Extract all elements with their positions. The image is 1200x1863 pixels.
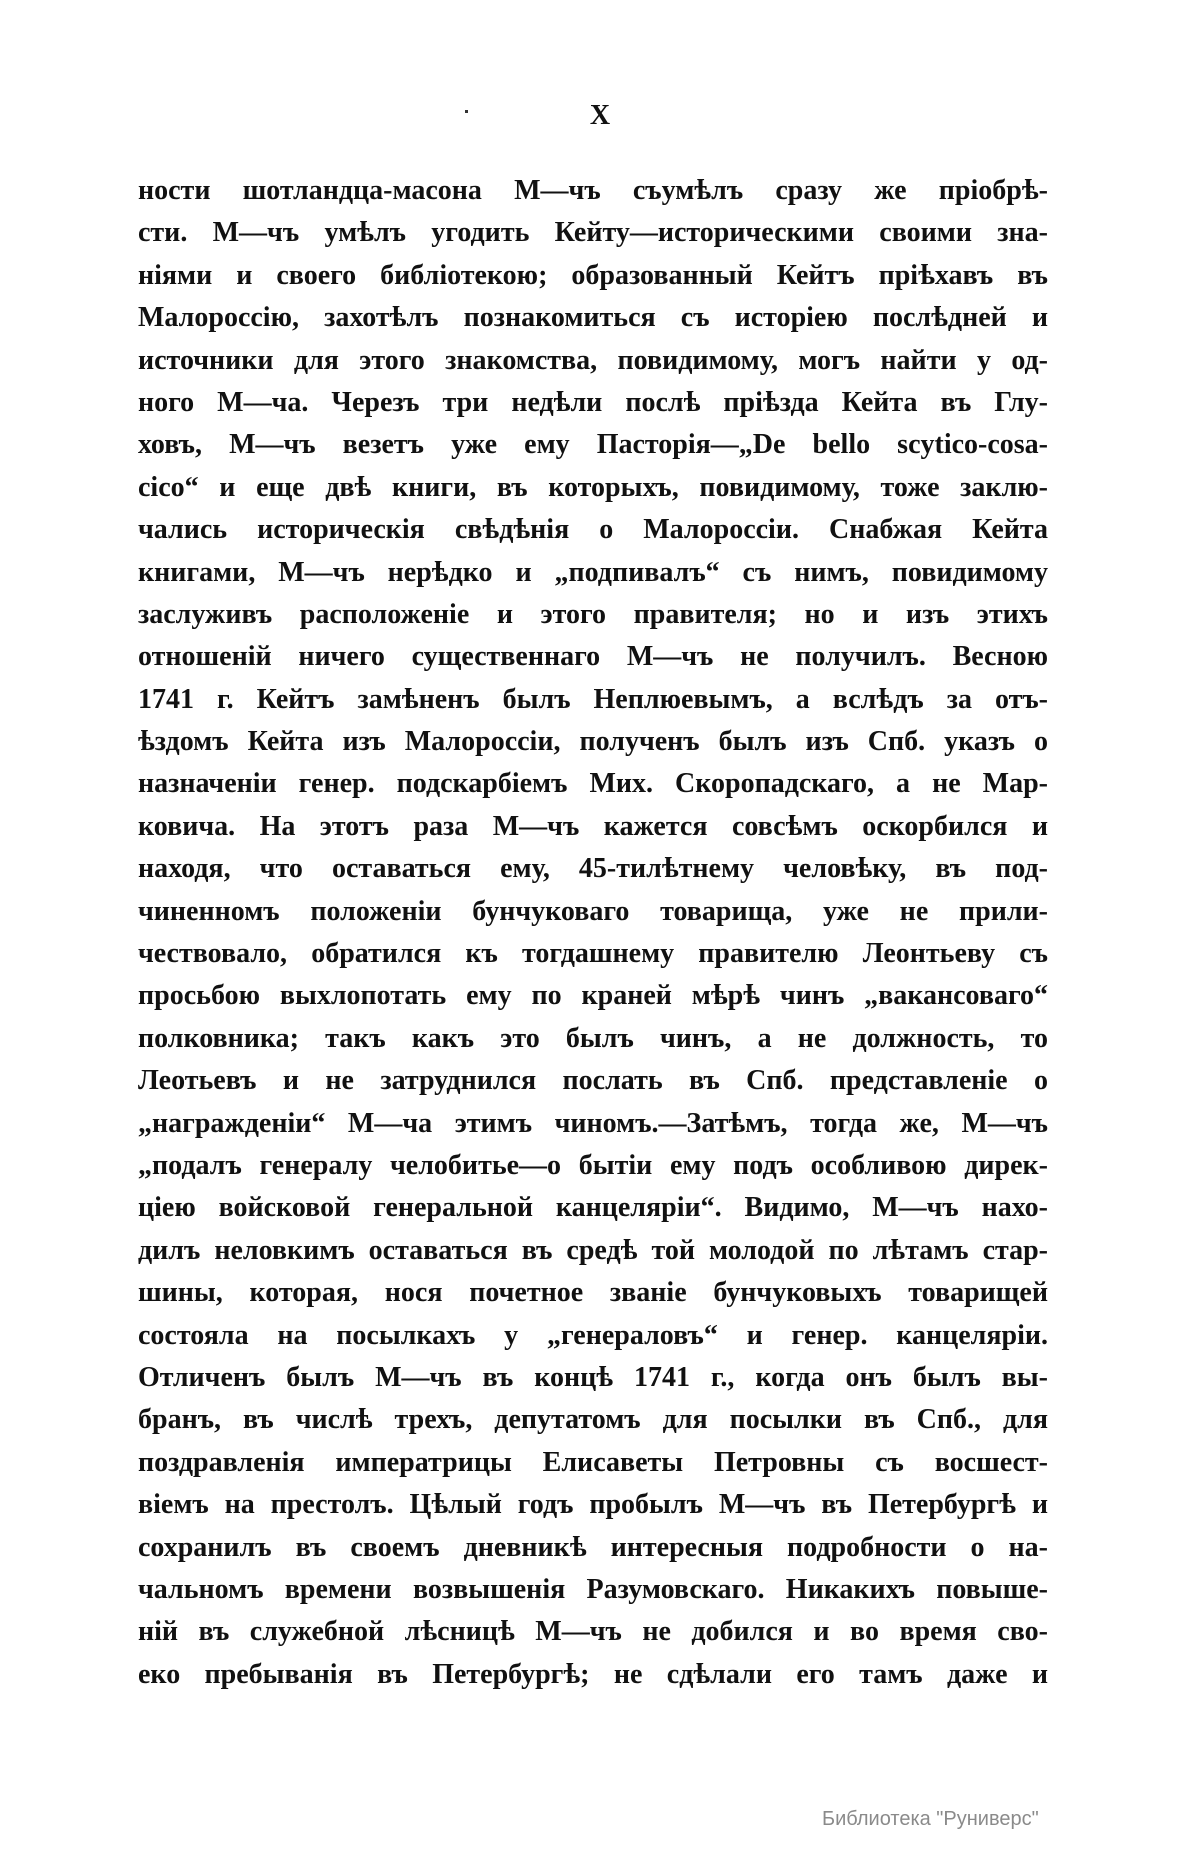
text-line: сохранилъ въ своемъ дневникѣ интересныя подробности о на- [138, 1531, 1048, 1563]
text-line: Отличенъ былъ М—чъ въ концѣ 1741 г., когда онъ былъ вы- [138, 1361, 1048, 1393]
text-line: 1741 г. Кейтъ замѣненъ былъ Неплюевымъ, а вслѣдъ за отъ- [138, 683, 1048, 715]
text-line: поздравленія императрицы Елисаветы Петровны съ восшест- [138, 1446, 1048, 1478]
body-text [138, 170, 1048, 1696]
text-line: еко пребыванія въ Петербургѣ; не сдѣлали его тамъ даже и [138, 1658, 1048, 1690]
text-line: „награжденіи“ М—ча этимъ чиномъ.—Затѣмъ, тогда же, М—чъ [138, 1107, 1048, 1139]
text-line: сти. М—чъ умѣлъ угодить Кейту—историческими своими зна- [138, 217, 1048, 249]
text-line: „подалъ генералу челобитье—о бытіи ему подъ особливою дирек- [138, 1149, 1048, 1181]
page-number: X [589, 100, 611, 131]
text-line: чальномъ времени возвышенія Разумовскаго. Никакихъ повыше- [138, 1573, 1048, 1605]
text-line: заслуживъ расположеніе и этого правителя; но и изъ этихъ [138, 598, 1048, 630]
text-line: Леотьевъ и не затруднился послать въ Спб. представленіе о [138, 1065, 1048, 1097]
text-line: ній въ служебной лѣсницѣ М—чъ не добился и во время сво- [138, 1616, 1048, 1648]
library-watermark: Библиотека "Руниверс" [822, 1808, 1039, 1830]
text-line: состояла на посылкахъ у „генераловъ“ и генер. канцеляріи. [138, 1319, 1048, 1351]
text-line: бранъ, въ числѣ трехъ, депутатомъ для посылки въ Спб., для [138, 1404, 1048, 1436]
text-line: ѣздомъ Кейта изъ Малороссіи, полученъ былъ изъ Спб. указъ о [138, 726, 1048, 758]
text-line: чествовало, обратился къ тогдашнему правителю Леонтьеву съ [138, 938, 1048, 970]
text-line: шины, которая, нося почетное званіе бунчуковыхъ товарищей [138, 1277, 1048, 1309]
text-line: полковника; такъ какъ это былъ чинъ, а не должность, то [138, 1022, 1048, 1054]
text-line: ціею войсковой генеральной канцеляріи“. Видимо, М—чъ нахо- [138, 1192, 1048, 1224]
text-line: отношеній ничего существеннаго М—чъ не получилъ. Весною [138, 641, 1048, 673]
text-line: находя, что оставаться ему, 45-тилѣтнему человѣку, въ под- [138, 853, 1048, 885]
text-line: ховъ, М—чъ везетъ уже ему Пасторія—„De bello scytico-cosa- [138, 429, 1048, 461]
text-line: назначеніи генер. подскарбіемъ Мих. Скоропадскаго, а не Мар- [138, 768, 1048, 800]
text-line: ніями и своего библіотекою; образованный Кейтъ пріѣхавъ въ [138, 259, 1048, 291]
text-line: ного М—ча. Черезъ три недѣли послѣ пріѣзда Кейта въ Глу- [138, 386, 1048, 418]
text-line: cico“ и еще двѣ книги, въ которыхъ, повидимому, тоже заклю- [138, 471, 1048, 503]
text-line: книгами, М—чъ нерѣдко и „подпивалъ“ съ нимъ, повидимому [138, 556, 1048, 588]
text-line: віемъ на престолъ. Цѣлый годъ пробылъ М—чъ въ Петербургѣ и [138, 1489, 1048, 1521]
text-line: ковича. На этотъ раза М—чъ кажется совсѣмъ оскорбился и [138, 810, 1048, 842]
text-line: Малороссію, захотѣлъ познакомиться съ исторіею послѣдней и [138, 302, 1048, 334]
text-line: чиненномъ положеніи бунчуковаго товарища, уже не прили- [138, 895, 1048, 927]
text-line: чались историческія свѣдѣнія о Малороссіи. Снабжая Кейта [138, 514, 1048, 546]
text-line: дилъ неловкимъ оставаться въ средѣ той молодой по лѣтамъ стар- [138, 1234, 1048, 1266]
text-line: просьбою выхлопотать ему по краней мѣрѣ чинъ „вакансоваго“ [138, 980, 1048, 1012]
text-line: источники для этого знакомства, повидимому, могъ найти у од- [138, 344, 1048, 376]
text-line: ности шотландца-масона М—чъ съумѣлъ сразу же пріобрѣ- [138, 175, 1048, 206]
